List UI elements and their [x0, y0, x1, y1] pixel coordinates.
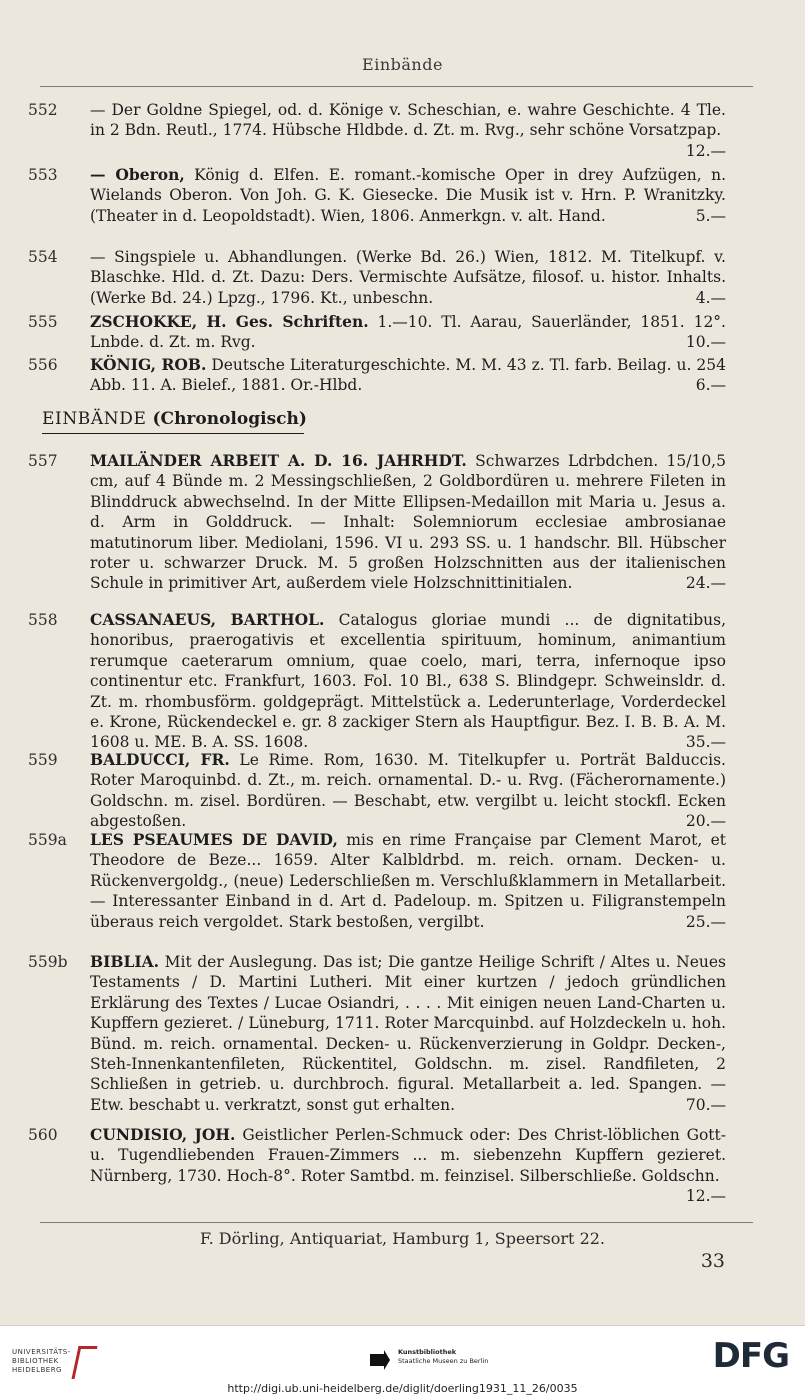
- footer-rule: [40, 1222, 753, 1223]
- entry-text: Geistlicher Perlen-Schmuck oder: Des Christ-löblichen Gott- u. Tugendliebenden Frauen-Zimmers ... m. siebenzehn Kupffern gezieret. Nürnberg, 1730. Hoch-8°. Roter Samtbd. m. feinzisel. Silberschließe. Goldschn.: [90, 1126, 726, 1185]
- entry-price: 35.—: [685, 733, 726, 752]
- entry-body: [90, 165, 726, 226]
- kunstbibliothek-logo-icon: [370, 1350, 390, 1370]
- entry-price: 20.—: [685, 812, 726, 831]
- entry-title: CASSANAEUS, BARTHOL.: [90, 610, 325, 629]
- entry-title: LES PSEAUMES DE DAVID,: [90, 830, 338, 849]
- section-subheading: (Chronologisch): [152, 409, 307, 429]
- entry-price: 70.—: [685, 1095, 726, 1114]
- university-library-logo: [12, 1348, 71, 1375]
- section-heading: EINBÄNDE: [42, 409, 147, 429]
- dfg-logo: DFG: [712, 1336, 789, 1376]
- entry-number: 559: [28, 751, 58, 769]
- entry-price: 25.—: [685, 912, 726, 931]
- uni-line: UNIVERSITÄTS-: [12, 1348, 71, 1356]
- page-header: Einbände: [362, 55, 443, 74]
- digitization-strip: [0, 1325, 805, 1398]
- kunstbibliothek-label: [398, 1348, 488, 1366]
- entry-body: [90, 1125, 726, 1207]
- entry-body: [90, 830, 726, 932]
- entry-number: 557: [28, 452, 58, 470]
- entry-title: KÖNIG, ROB.: [90, 355, 207, 374]
- entry-body: [90, 750, 726, 832]
- entry-price: 24.—: [685, 574, 726, 593]
- entry-number: 556: [28, 356, 58, 374]
- kb-title: Kunstbibliothek: [398, 1348, 457, 1356]
- entry-title: BIBLIA.: [90, 952, 160, 971]
- page-number: 33: [700, 1250, 725, 1272]
- entry-text: König d. Elfen. E. romant.-komische Oper in drey Aufzügen, n. Wielands Oberon. Von Joh. G. K. Giesecke. Die Musik ist v. Hrn. P. Wranitzky. (Theater in d. Leopoldstadt). Wien, 1806. Anmerkgn. v. alt. Hand.: [90, 166, 726, 225]
- kb-subtitle: Staatliche Museen zu Berlin: [398, 1357, 489, 1365]
- entry-text: mis en rime Française par Clement Marot, et Theodore de Beze... 1659. Alter Kalbldrbd. m. reich. ornam. Decken- u. Rückenvergoldg., (neue) Lederschließen m. Verschlußklammern in Metallarbeit. — Interessanter Einband in d. Art d. Padeloup. m. Spitzen u. Filigranstempeln überaus reich vergoldet. Stark bestoßen, vergilbt.: [90, 831, 726, 931]
- entry-body: [90, 610, 726, 753]
- entry-body: [90, 312, 726, 353]
- entry-title: — Oberon,: [90, 165, 185, 184]
- entry-text: Deutsche Literaturgeschichte. M. M. 43 z. Tl. farb. Beilag. u. 254 Abb. 11. A. Bielef., 1881. Or.-Hlbd.: [90, 356, 726, 395]
- entry-number: 554: [28, 248, 58, 266]
- entry-text: Schwarzes Ldrbdchen. 15/10,5 cm, auf 4 Bünde m. 2 Messingschließen, 2 Goldbordüren u. mehrere Fileten in Blinddruck abwechselnd. In der Mitte Ellipsen-Medaillon mit Maria u. Jesus a. d. Arm in Golddruck. — Inhalt: Solemniorum ecclesiae ambrosianae matutinorum liber. Mediolani, 1596. VI u. 293 SS. u. 1 handschr. Bll. Hübscher roter u. schwarzer Druck. M. 5 großen Holzschnitten aus der italienischen Schule in primitiver Art, außerdem viele Holzschnittinitialen.: [90, 452, 726, 593]
- entry-body: [90, 100, 726, 161]
- uni-line: HEIDELBERG: [12, 1366, 62, 1374]
- entry-text: — Singspiele u. Abhandlungen. (Werke Bd. 26.) Wien, 1812. M. Titelkupf. v. Blaschke. Hld. d. Zt. Dazu: Ders. Vermischte Aufsätze, filosof. u. histor. Inhalts. (Werke Bd. 24.) Lpzg., 1796. Kt., unbeschn.: [90, 248, 726, 307]
- entry-text: — Der Goldne Spiegel, od. d. Könige v. Scheschian, e. wahre Geschichte. 4 Tle. in 2 Bdn. Reutl., 1774. Hübsche Hldbde. d. Zt. m. Rvg., sehr schöne Vorsatzpap.: [90, 101, 726, 140]
- entry-number: 555: [28, 313, 58, 331]
- entry-body: [90, 451, 726, 594]
- entry-number: 559b: [28, 953, 68, 971]
- entry-number: 559a: [28, 831, 67, 849]
- entry-price: 5.—: [695, 206, 726, 225]
- section-underline: [42, 433, 304, 434]
- entry-title: MAILÄNDER ARBEIT A. D. 16. JAHRHDT.: [90, 451, 467, 470]
- entry-price: 10.—: [685, 333, 726, 352]
- entry-body: [90, 247, 726, 308]
- section-title: [42, 409, 307, 429]
- header-rule: [40, 86, 753, 87]
- entry-text: Le Rime. Rom, 1630. M. Titelkupfer u. Porträt Balduccis. Roter Maroquinbd. d. Zt., m. reich. ornamental. D.- u. Rvg. (Fächerornamente.) Goldschn. m. zisel. Bordüren. — Beschabt, etw. vergilbt u. leicht stockfl. Ecken abgestoßen.: [90, 751, 726, 831]
- entry-body: [90, 952, 726, 1115]
- entry-number: 552: [28, 101, 58, 119]
- entry-number: 560: [28, 1126, 58, 1144]
- entry-price: 12.—: [685, 141, 726, 160]
- entry-number: 553: [28, 166, 58, 184]
- entry-price: 6.—: [695, 376, 726, 395]
- entry-text: Mit der Auslegung. Das ist; Die gantze Heilige Schrift / Altes u. Neues Testaments / D. Martini Lutheri. Mit einer kurtzen / jedoch gründlichen Erklärung des Textes / Lucae Osiandri, . . . . Mit einigen neuen Land-Charten u. Kupffern gezieret. / Lüneburg, 1711. Roter Marcquinbd. auf Holzdeckeln u. hoh. Bünd. m. reich. ornamental. Decken- u. Rückenverzierung in Goldpr. Decken-, Steh-Innenkantenfileten, Rückentitel, Goldschn. m. zisel. Randfileten, 2 Schließen in getrieb. u. durchbroch. figural. Metallarbeit a. led. Spangen. — Etw. beschabt u. verkratzt, sonst gut erhalten.: [90, 953, 726, 1114]
- entry-text: Catalogus gloriae mundi ... de dignitatibus, honoribus, praerogativis et excellentia spirituum, hominum, animantium rerumque caeterarum omnium, quae coelo, mari, terra, infernoque ipso continentur etc. Frankfurt, 1603. Fol. 10 Bl., 638 S. Blindgepr. Schweinsldr. d. Zt. m. rhombusförm. goldgeprägt. Mittelstück a. Lederunterlage, Vorderdeckel e. Krone, Rückendeckel e. gr. 8 zackiger Stern als Hauptfigur. Bez. I. B. B. A. M. 1608 u. ME. B. A. SS. 1608.: [90, 611, 727, 752]
- entry-text: 1.—10. Tl. Aarau, Sauerländer, 1851. 12°. Lnbde. d. Zt. m. Rvg.: [90, 313, 726, 352]
- entry-title: BALDUCCI, FR.: [90, 750, 230, 769]
- entry-body: [90, 355, 726, 396]
- entry-price: 4.—: [695, 288, 726, 307]
- entry-number: 558: [28, 611, 58, 629]
- source-url[interactable]: http://digi.ub.uni-heidelberg.de/diglit/doerling1931_11_26/0035: [227, 1382, 578, 1395]
- entry-price: 12.—: [685, 1187, 726, 1206]
- entry-title: CUNDISIO, JOH.: [90, 1125, 236, 1144]
- footer-address: F. Dörling, Antiquariat, Hamburg 1, Speersort 22.: [199, 1229, 606, 1248]
- entry-title: ZSCHOKKE, H. Ges. Schriften.: [90, 312, 369, 331]
- university-emblem-icon: [71, 1346, 97, 1379]
- uni-line: BIBLIOTHEK: [12, 1357, 59, 1365]
